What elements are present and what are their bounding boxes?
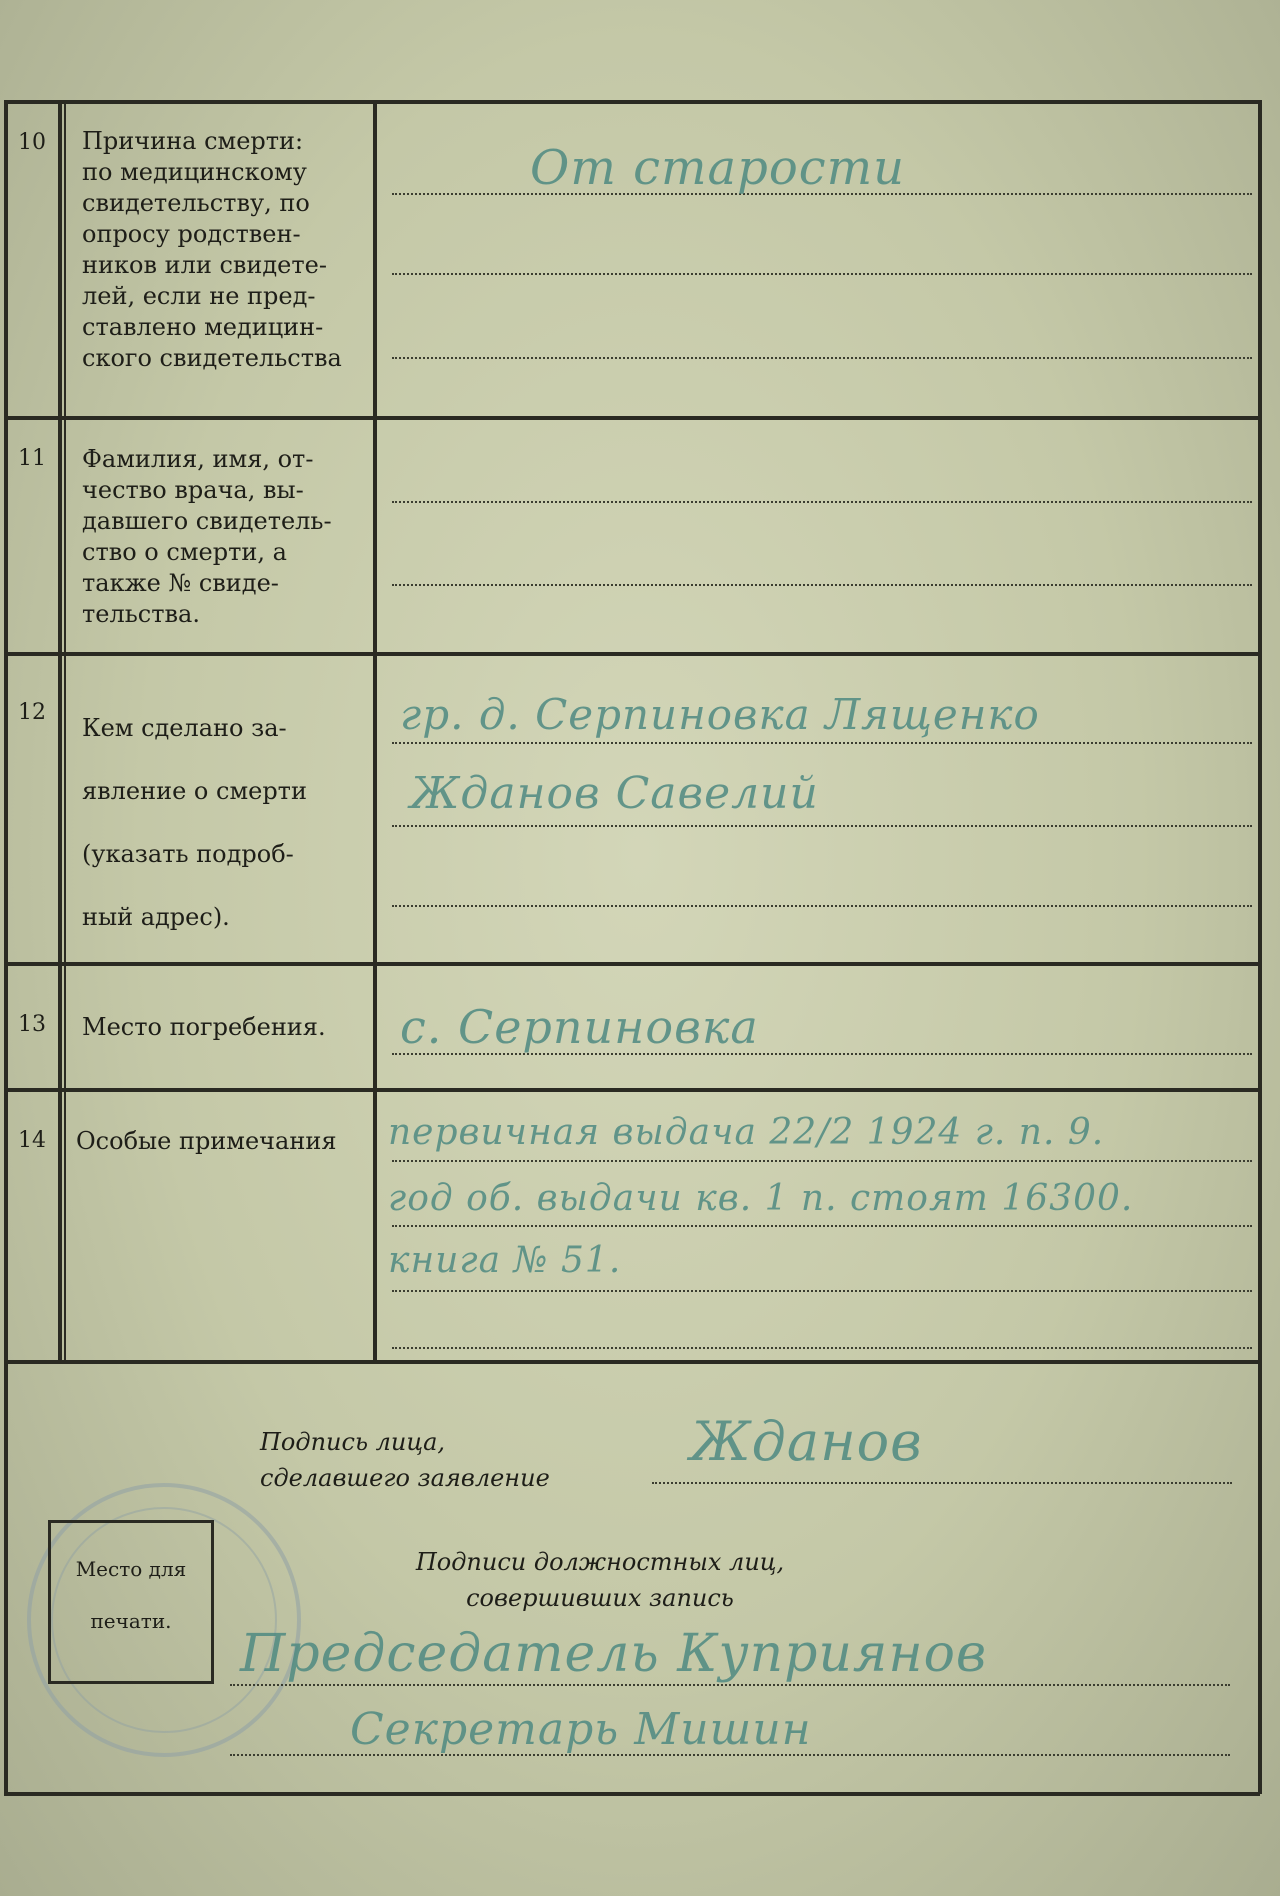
frame-top: [4, 100, 1260, 104]
stamp-placeholder-label: Место для печати.: [75, 1557, 187, 1633]
handwritten-notes-line-2: год об. выдачи кв. 1 п. стоят 16300.: [388, 1178, 1134, 1219]
handwritten-burial-place: с. Серпиновка: [400, 1000, 759, 1054]
row-number: 13: [18, 1012, 46, 1037]
entry-line: [392, 584, 1252, 586]
row-number: 14: [18, 1128, 46, 1153]
row-label-cause-of-death: Причина смерти: по медицинскому свидетельству, по опросу родствен- ников или свидете- лей, если не пред- ставлено медицин- ского свидетельства: [82, 127, 342, 372]
row-label-special-notes: Особые примечания: [76, 1127, 337, 1155]
frame-left: [4, 100, 8, 1794]
entry-line: [392, 357, 1252, 359]
official-signature-line-1: [230, 1684, 1230, 1686]
entry-line: [392, 742, 1252, 744]
frame-bottom: [4, 1792, 1260, 1796]
row-label-burial-place: Место погребения.: [82, 1013, 326, 1041]
column-divider-number-2: [64, 100, 66, 1362]
entry-line: [392, 825, 1252, 827]
entry-line: [392, 1290, 1252, 1292]
applicant-signature-line: [652, 1482, 1232, 1484]
entry-line: [392, 1160, 1252, 1162]
row-label-doctor: Фамилия, имя, от- чество врача, вы- давшего свидетель- ство о смерти, а также № свиде- тельства.: [82, 445, 332, 628]
handwritten-notes-line-3: книга № 51.: [388, 1240, 622, 1281]
handwritten-cause-of-death: От старости: [530, 140, 906, 196]
applicant-signature-caption: Подпись лица, сделавшего заявление: [260, 1428, 550, 1492]
applicant-signature: Жданов: [690, 1410, 923, 1473]
official-signature-1: Председатель Куприянов: [240, 1624, 988, 1684]
row-separator-13-14: [4, 1088, 1260, 1092]
handwritten-declarant-line-2: Жданов Савелий: [410, 768, 819, 819]
entry-line: [392, 501, 1252, 503]
column-divider-label: [373, 100, 377, 1362]
handwritten-declarant-line-1: гр. д. Серпиновка Лященко: [400, 690, 1040, 739]
row-separator-11-12: [4, 652, 1260, 656]
row-label-declarant: Кем сделано за- явление о смерти (указать подроб- ный адрес).: [82, 714, 307, 931]
officials-signature-caption: Подписи должностных лиц, совершивших запись: [415, 1548, 785, 1612]
official-signature-2: Секретарь Мишин: [350, 1704, 812, 1755]
entry-line: [392, 1347, 1252, 1349]
entry-line: [392, 905, 1252, 907]
frame-right: [1258, 100, 1262, 1794]
entry-line: [392, 273, 1252, 275]
row-separator-10-11: [4, 416, 1260, 420]
column-divider-number: [58, 100, 62, 1362]
row-number: 10: [18, 130, 46, 155]
stamp-placeholder-box: [48, 1520, 214, 1684]
handwritten-notes-line-1: первичная выдача 22/2 1924 г. п. 9.: [388, 1112, 1105, 1153]
row-number: 12: [18, 700, 46, 725]
row-separator-12-13: [4, 962, 1260, 966]
row-separator-14-footer: [4, 1360, 1260, 1364]
row-number: 11: [18, 446, 46, 471]
entry-line: [392, 1225, 1252, 1227]
